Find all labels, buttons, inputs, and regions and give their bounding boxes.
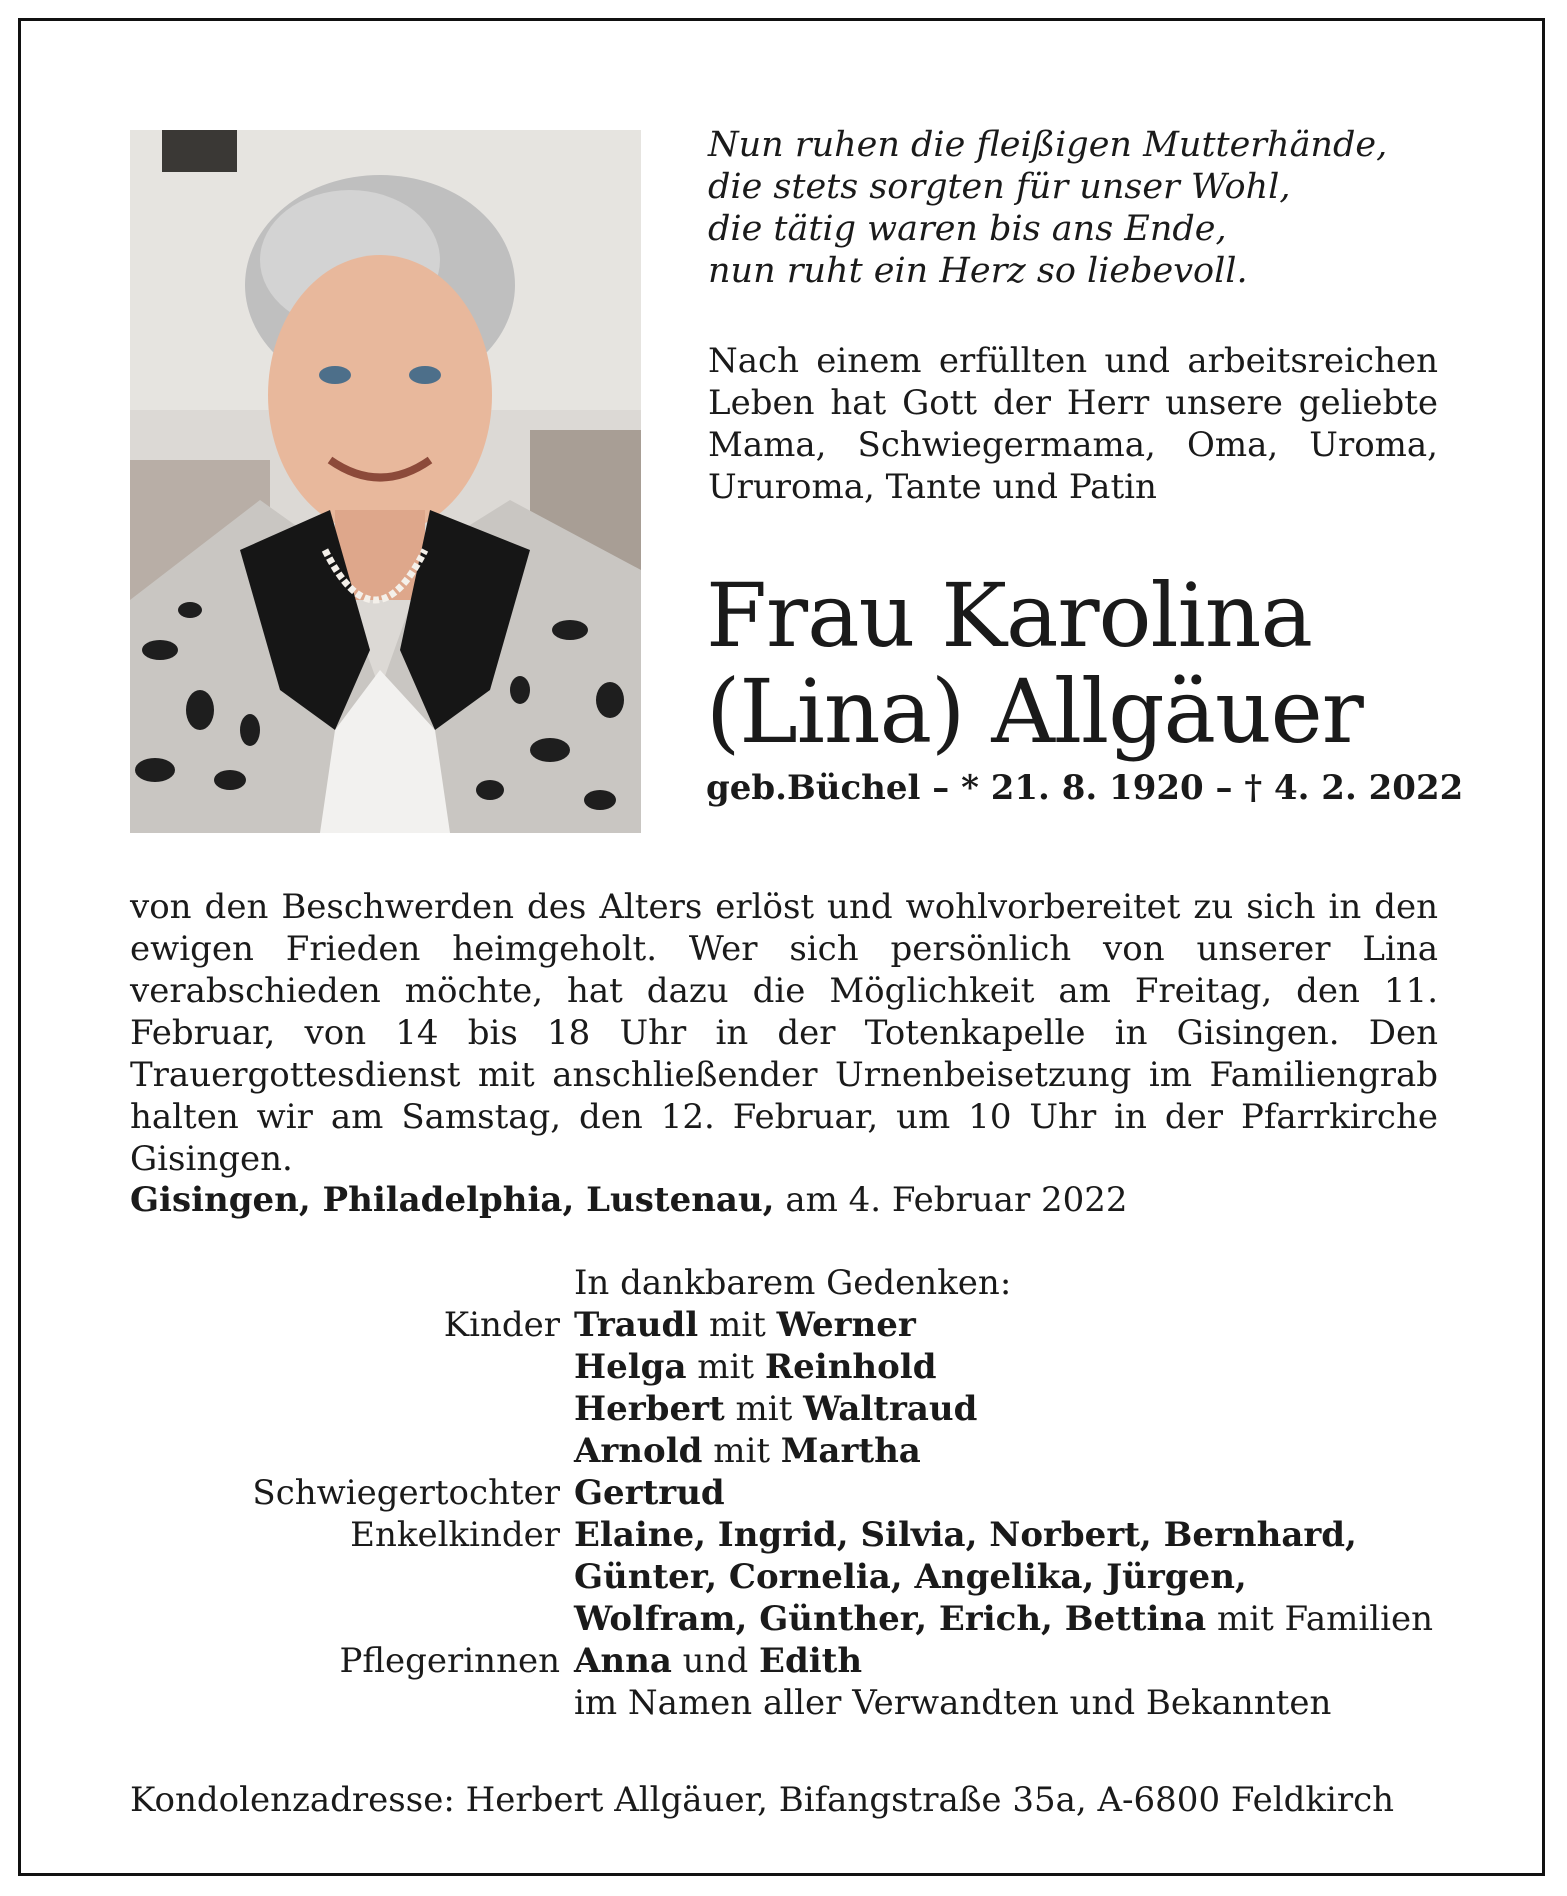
list-item (130, 1346, 1450, 1388)
role-names: Herbert mit Waltraud (574, 1389, 978, 1429)
list-item (130, 1304, 1450, 1346)
list-item (130, 1430, 1450, 1472)
poem-line: nun ruht ein Herz so liebevoll. (708, 251, 1248, 291)
mourners-heading: In dankbarem Gedenken: (574, 1263, 1012, 1303)
role-names: Helga mit Reinhold (574, 1347, 937, 1387)
list-item (130, 1598, 1450, 1640)
notice-date: am 4. Februar 2022 (785, 1180, 1128, 1220)
list-item (130, 1556, 1450, 1598)
role-label: Schwiegertochter (252, 1473, 560, 1513)
role-names: Elaine, Ingrid, Silvia, Norbert, Bernhard, (574, 1515, 1357, 1555)
poem-line: die stets sorgten für unser Wohl, (708, 167, 1291, 207)
intro-paragraph: Nach einem erfüllten und arbeitsreichen Leben hat Gott der Herr unsere geliebte Mama, Schwiegermama, Oma, Uroma, Ururoma, Tante und Patin (708, 341, 1438, 507)
poem-line: Nun ruhen die fleißigen Mutterhände, (708, 125, 1388, 165)
list-item (130, 1472, 1450, 1514)
place-names: Gisingen, Philadelphia, Lustenau, (130, 1180, 775, 1220)
condolence-address: Kondolenzadresse: Herbert Allgäuer, Bifangstraße 35a, A-6800 Feldkirch (130, 1780, 1395, 1820)
role-label: Enkelkinder (350, 1515, 560, 1555)
list-item (130, 1640, 1450, 1682)
deceased-name-line-1: Frau Karolina (706, 564, 1312, 667)
place-date-line (130, 1180, 1128, 1220)
main-paragraph: von den Beschwerden des Alters erlöst und wohlvorbereitet zu sich in den ewigen Frieden heimgeholt. Wer sich persönlich von unserer Lina verabschieden möchte, hat dazu die Möglichkeit am Freitag, den 11. Februar, von 14 bis 18 Uhr in der Totenkapelle in Gisingen. Den Trauergottesdienst mit anschließender Urnenbeisetzung im Familiengrab halten wir am Samstag, den 12. Februar, um 10 Uhr in der Pfarrkirche Gisingen. (130, 887, 1438, 1179)
role-names: Arnold mit Martha (574, 1431, 921, 1471)
list-item (130, 1514, 1450, 1556)
list-item (130, 1682, 1450, 1724)
poem (708, 124, 1448, 292)
role-names: Wolfram, Günther, Erich, Bettina mit Familien (574, 1599, 1433, 1639)
deceased-name-block (706, 564, 1466, 808)
closing-line: im Namen aller Verwandten und Bekannten (574, 1683, 1332, 1723)
portrait-photo (130, 130, 641, 833)
poem-line: die tätig waren bis ans Ende, (708, 209, 1227, 249)
list-item (130, 1388, 1450, 1430)
role-names: Gertrud (574, 1473, 725, 1513)
lifespan: geb.Büchel – * 21. 8. 1920 – † 4. 2. 2022 (706, 768, 1464, 808)
role-label: Pflegerinnen (339, 1641, 560, 1681)
deceased-name-line-2: (Lina) Allgäuer (706, 660, 1363, 763)
role-names: Günter, Cornelia, Angelika, Jürgen, (574, 1557, 1247, 1597)
role-label: Kinder (443, 1305, 560, 1345)
role-names: Anna und Edith (574, 1641, 863, 1681)
mourners-list (130, 1262, 1450, 1724)
role-names: Traudl mit Werner (574, 1305, 916, 1345)
